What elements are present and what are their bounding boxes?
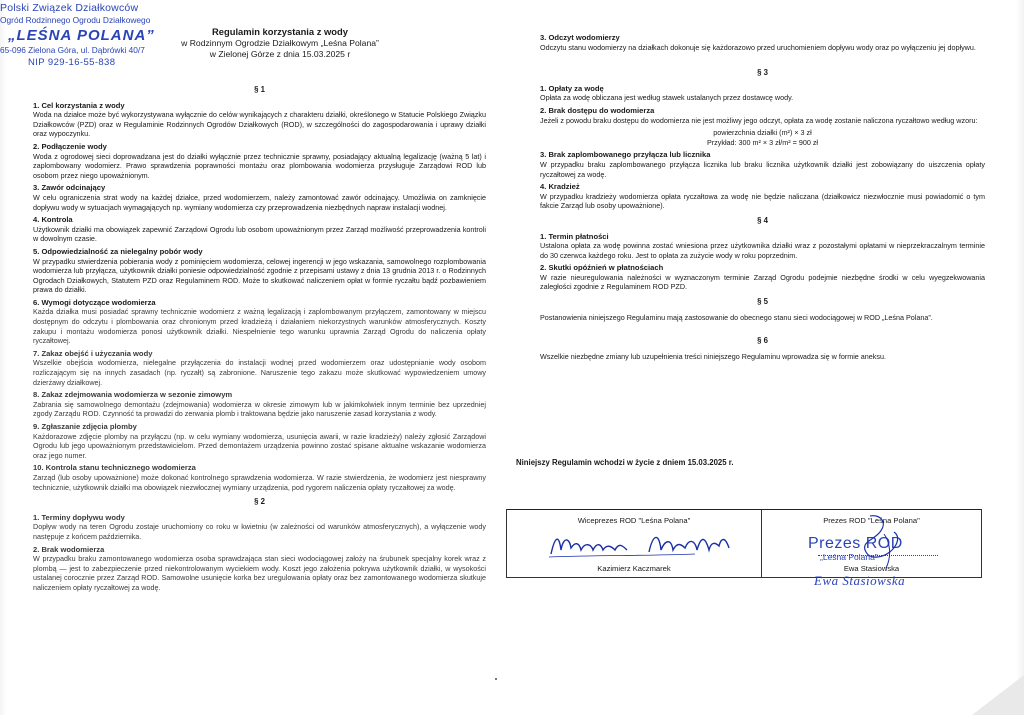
paragraph: Dopływ wody na teren Ogrodu zostaje uruchomiony co roku w kwietniu (w zależności od warunków atmosferycznych), a wyłączenie wody następuje z końcem października. bbox=[33, 522, 486, 541]
formula: powierzchnia działki (m²) × 3 zł bbox=[713, 128, 812, 138]
handwritten-signature-icon bbox=[545, 528, 735, 562]
heading: 4. Kradzież bbox=[540, 182, 580, 192]
paragraph: W przypadku stwierdzenia pobierania wody z pominięciem wodomierza, celowej ingerencji w jego wskazania, samowolnego rozplombowania wodomierza lub przyłącza, użytkownik działki poniesie odpowiedzialność zgodnie z przepisami ustawy z dnia 13 grudnia 2013 r. o Rodzinnych Ogrodach Działkowych, Statutem PZD oraz Regulaminem ROD. Może to skutkować naliczeniem opłat w formie ryczałtu bądź pozbawieniem prawa do działki. bbox=[33, 256, 486, 295]
stamp-line-3: „LEŚNA POLANA” bbox=[8, 27, 155, 44]
heading: 3. Zawór odcinający bbox=[33, 183, 106, 193]
stamp-name: Ewa Stasiowska bbox=[814, 573, 906, 588]
paragraph: Wszelkie obejścia wodomierza, nielegalne przyłączenia do instalacji wodnej przed wodomierzem oraz udostępnianie wody osobom rozliczającym się na innych zasadach (np. ryczałt) są zabronione. Naruszenie tego zakazu może skutkować wypowiedzeniem umowy dzierżawy działkowej. bbox=[33, 358, 486, 387]
paragraph: Użytkownik działki ma obowiązek zapewnić Zarządowi Ogrodu lub osobom upoważnionym przez Zarząd możliwość przeprowadzenia kontroli w dowolnym czasie. bbox=[33, 224, 486, 244]
heading: 8. Zakaz zdejmowania wodomierza w sezonie zimowym bbox=[33, 390, 233, 400]
heading: 2. Podłączenie wody bbox=[33, 141, 107, 151]
signature-cell-vice-president bbox=[507, 516, 761, 573]
heading: 6. Wymogi dotyczące wodomierza bbox=[33, 297, 156, 307]
section-5-mark: § 5 bbox=[757, 297, 768, 307]
heading: 9. Zgłaszanie zdjęcia plomby bbox=[33, 422, 137, 431]
paragraph: Odczytu stanu wodomierzy na działkach dokonuje się każdorazowo przed uruchomieniem dopływu wody oraz po wyłączeniu jej dopływu. bbox=[540, 42, 976, 52]
paragraph: Zarząd (lub osoby upoważnione) może dokonać kontrolnego sprawdzenia wodomierza. W razie stwierdzenia, że wodomierz jest niesprawny technicznie, użytkownik działki ma obowiązek niezwłocznej wymiany urządzenia, pod rygorem naliczenia opłaty ryczałtowej za wodę. bbox=[33, 472, 486, 492]
heading: 1. Opłaty za wodę bbox=[540, 83, 604, 93]
stamp-line-1: Polski Związek Działkowców bbox=[0, 2, 139, 14]
paragraph: Woda z ogrodowej sieci doprowadzana jest do działki wyłącznie przez technicznie sprawny, posiadający aktualną legalizację (ważną 5 lat) i zaplombowany wodomierz. Prawo sprawdzenia poprawności montażu oraz plombowania wodomierza przysługuje Zarządowi ROD lub osobom przez niego upoważnionym. bbox=[33, 151, 486, 180]
paragraph: Każda działka musi posiadać sprawny technicznie wodomierz z ważną legalizacją i zaplombowanym przyłączem, zamontowany w miejscu dostępnym do odczytu i plombowania oraz chronionym przed kradzieżą i działaniem niekorzystnych warunków atmosferycznych. Koszty zakupu i montażu wodomierza ponosi użytkownik działki. Niespełnienie tego warunku uprawnia Zarząd Ogrodu do naliczenia opłaty ryczałtowej. bbox=[33, 307, 486, 346]
left-column bbox=[33, 80, 486, 593]
heading: 1. Cel korzystania z wody bbox=[33, 100, 125, 110]
heading: 2. Brak dostępu do wodomierza bbox=[540, 105, 655, 115]
paragraph: W przypadku braku zaplombowanego przyłącza licznika lub braku licznika użytkownik działki jest zobowiązany do uiszczenia opłaty ryczałtowej za wodę. bbox=[540, 159, 985, 179]
paragraph: Wszelkie niezbędne zmiany lub uzupełnienia treści niniejszego Regulaminu wprowadza się w formie aneksu. bbox=[540, 351, 886, 361]
effective-date-note: Niniejszy Regulamin wchodzi w życie z dniem 15.03.2025 r. bbox=[516, 458, 734, 467]
title-line-3: w Zielonej Górze z dnia 15.03.2025 r bbox=[209, 49, 351, 59]
signer-name: Ewa Stasiowska bbox=[843, 564, 900, 573]
president-signature-icon bbox=[840, 512, 910, 572]
paragraph: Ustalona opłata za wodę powinna zostać wniesiona przez użytkownika działki wraz z pozostałymi opłatami w nieprzekraczalnym terminie do 30 czerwca każdego roku. Jest to opłata za zużycie wody w roku poprzednim. bbox=[540, 241, 985, 260]
heading: 7. Zakaz obejść i użyczania wody bbox=[33, 348, 153, 358]
title-heading: Regulamin korzystania z wody bbox=[212, 26, 348, 37]
heading: 10. Kontrola stanu technicznego wodomierza bbox=[33, 463, 196, 473]
stamp-org: „Leśna Polana” bbox=[820, 552, 878, 562]
paragraph: Postanowienia niniejszego Regulaminu mają zastosowanie do obecnego stanu sieci wodociągowej w ROD „Leśna Polana”. bbox=[540, 312, 933, 322]
heading: 1. Terminy dopływu wody bbox=[33, 512, 125, 522]
paragraph: Woda na działce może być wykorzystywana wyłącznie do celów wynikających z charakteru działki, określonego w Statucie Polskiego Związku Działkowców (PZD) oraz w Regulaminie Rodzinnych Ogrodów Działkowych (ROD), w szczególności do zagospodarowania i uprawy działki oraz wypoczynku. bbox=[33, 110, 486, 139]
heading: 2. Brak wodomierza bbox=[33, 544, 105, 554]
title-line-2: w Rodzinnym Ogrodzie Działkowym „Leśna Polana” bbox=[181, 38, 379, 48]
paragraph: Każdorazowe zdjęcie plomby na przyłączu (np. w celu wymiany wodomierza, usunięcia awarii, w razie kradzieży) należy zgłosić Zarządowi Ogrodu lub jego upoważnionym przedstawicielom. Przed demontażem urządzenia powinno zostać spisane aktualne wskazanie wodomierza oraz jego numer. bbox=[33, 431, 486, 460]
heading: 1. Termin płatności bbox=[540, 231, 609, 241]
document-title bbox=[140, 26, 420, 60]
paragraph: W celu ograniczenia strat wody na każdej działce, przed wodomierzem, należy zamontować zawór odcinający. Umożliwia on zamknięcie dopływu wody w sytuacjach wymagających np. wymiany wodomierza czy przeprowadzenia niezbędnych napraw instalacji wodnej. bbox=[33, 192, 486, 212]
heading: 4. Kontrola bbox=[33, 215, 73, 225]
stamp-title: Prezes ROD bbox=[808, 535, 903, 552]
paragraph: W przypadku kradzieży wodomierza opłata ryczałtowa za wodę nie będzie naliczana (działkowicz niezwłocznie musi powiadomić o tym fakcie Zarząd lub osoby upoważnione). bbox=[540, 191, 985, 211]
page-corner-icon bbox=[964, 675, 1024, 715]
heading: 3. Odczyt wodomierzy bbox=[540, 33, 620, 42]
signature-table bbox=[506, 509, 982, 578]
paragraph: W przypadku braku zamontowanego wodomierza osoba sprawdzająca stan sieci wodociągowej założy na śrubunek specjalny korek wraz z plombą — jest to zabezpieczenie przed niekontrolowanym wyciekiem wody. Koszt jego założenia pokrywa użytkownik działki, w wysokości ustalanej corocznie przez Zarząd ROD. Samowolne usunięcie korka bez uregulowania opłaty oraz bez zamontowanego wodomierza skutkuje naliczeniem opłaty ryczałtowej za wodę. bbox=[33, 554, 486, 592]
section-3-mark: § 3 bbox=[757, 68, 768, 78]
right-column bbox=[540, 30, 985, 361]
paragraph: Opłata za wodę obliczana jest według stawek ustalanych przez dostawcę wody. bbox=[540, 93, 794, 103]
section-4-mark: § 4 bbox=[757, 215, 768, 225]
paragraph: Jeżeli z powodu braku dostępu do wodomierza nie jest możliwy jego odczyt, opłata za wodę zostanie naliczona ryczałtowo według wzoru: bbox=[540, 115, 978, 125]
stamp-line-5: NIP 929-16-55-838 bbox=[28, 57, 116, 68]
heading: 3. Brak zaplombowanego przyłącza lub licznika bbox=[540, 150, 711, 160]
role-label: Wiceprezes ROD "Leśna Polana" bbox=[577, 516, 691, 525]
stamp-line-4: 65-096 Zielona Góra, ul. Dąbrówki 40/7 bbox=[0, 45, 145, 55]
paragraph: W razie nieuregulowania należności w wyznaczonym terminie Zarząd Ogrodu podejmie niezbędne środki w celu wyegzekwowania zaległości zgodnie z Regulaminem ROD PZD. bbox=[540, 272, 985, 292]
heading: 5. Odpowiedzialność za nielegalny pobór wody bbox=[33, 246, 203, 256]
heading: 2. Skutki opóźnień w płatnościach bbox=[540, 263, 664, 273]
role-label: Prezes ROD "Leśna Polana" bbox=[823, 516, 920, 525]
scan-speck bbox=[495, 678, 497, 680]
section-2-mark: § 2 bbox=[254, 497, 265, 507]
paragraph: Zabrania się samowolnego demontażu (zdejmowania) wodomierza w okresie zimowym lub w jakimkolwiek innym terminie bez uprzedniej zgody Zarządu ROD. Czynność ta prowadzi do zerwania plomb i traktowana będzie jako naruszenie zasad korzystania z wody. bbox=[33, 399, 486, 419]
section-1-mark: § 1 bbox=[254, 85, 265, 94]
stamp-line-2: Ogród Rodzinnego Ogrodu Działkowego bbox=[0, 15, 151, 25]
signer-name: Kazimierz Kaczmarek bbox=[597, 564, 671, 573]
formula-example: Przykład: 300 m² × 3 zł/m² = 900 zł bbox=[706, 137, 819, 147]
section-6-mark: § 6 bbox=[757, 336, 768, 346]
